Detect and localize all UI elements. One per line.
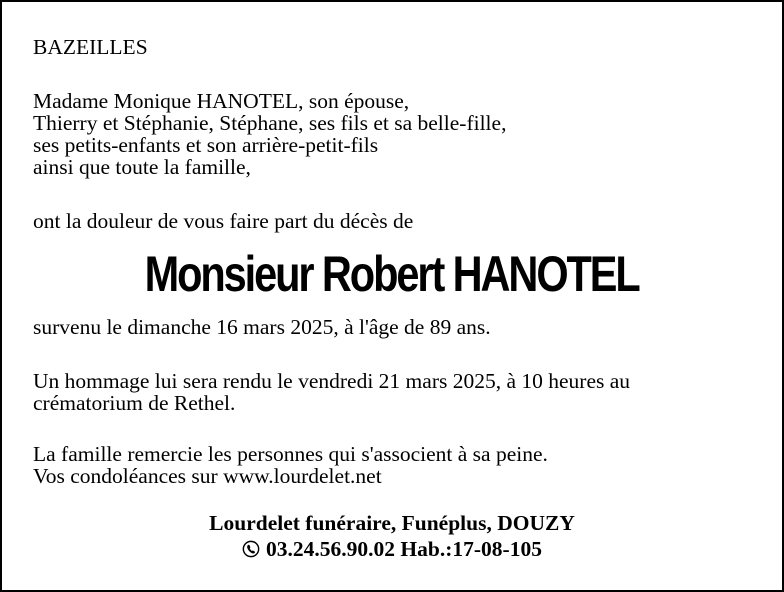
deceased-name-text: Monsieur Robert HANOTEL xyxy=(144,246,640,302)
thanks-line-1: La famille remercie les personnes qui s'associent à sa peine. xyxy=(33,442,548,466)
condolences-line: Vos condoléances sur www.lourdelet.net xyxy=(33,464,382,488)
phone-icon xyxy=(242,540,260,558)
funeral-home-contact xyxy=(2,538,782,560)
ceremony-line-2: crématorium de Rethel. xyxy=(33,391,236,415)
funeral-home-name: Lourdelet funéraire, Funéplus, DOUZY xyxy=(209,511,575,535)
family-line-2: Thierry et Stéphanie, Stéphane, ses fils et sa belle-fille, xyxy=(33,111,507,135)
phone-contact-text: 03.24.56.90.02 Hab.:17-08-105 xyxy=(266,537,542,561)
family-line-1: Madame Monique HANOTEL, son épouse, xyxy=(33,89,410,113)
deceased-name xyxy=(2,244,782,304)
announcement-text: ont la douleur de vous faire part du décès de xyxy=(33,209,414,233)
town-heading: BAZEILLES xyxy=(33,35,148,59)
death-info: survenu le dimanche 16 mars 2025, à l'âge de 89 ans. xyxy=(33,315,491,339)
ceremony-line-1: Un hommage lui sera rendu le vendredi 21 mars 2025, à 10 heures au xyxy=(33,369,631,393)
family-line-4: ainsi que toute la famille, xyxy=(33,155,251,179)
family-line-3: ses petits-enfants et son arrière-petit-fils xyxy=(33,133,379,157)
